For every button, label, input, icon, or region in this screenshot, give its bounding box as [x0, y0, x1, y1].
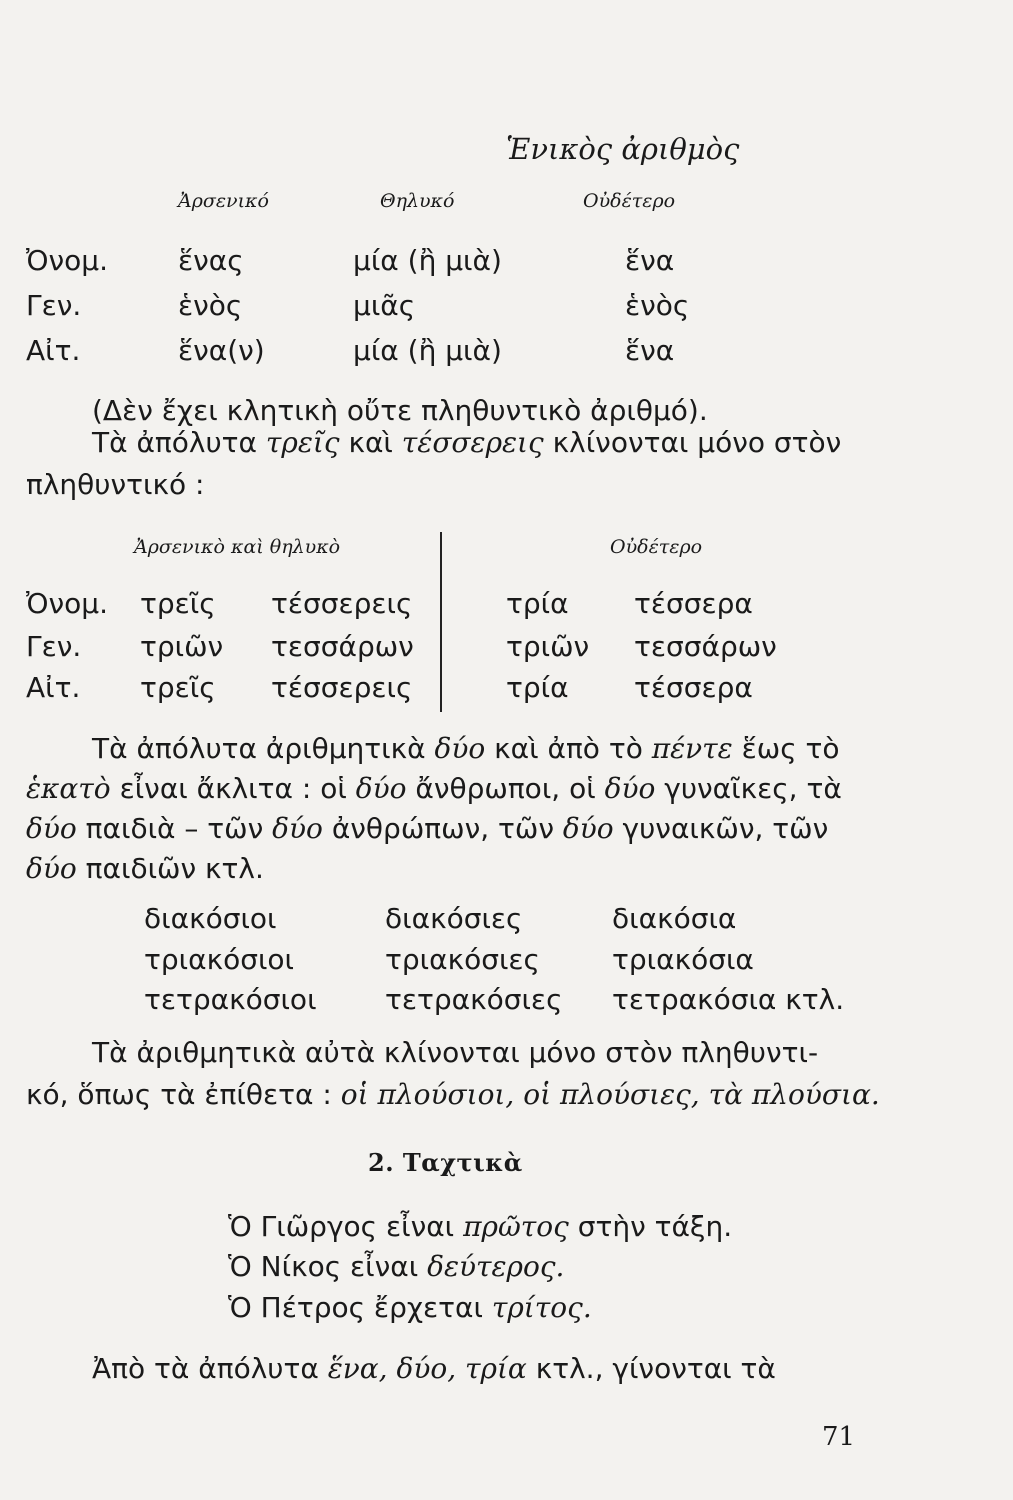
- table1-case: Γεν.: [26, 289, 82, 322]
- hundreds-cell: διακόσιες: [385, 902, 523, 935]
- table2-case: Αἰτ.: [26, 671, 81, 704]
- text: Ὁ Γιῶργος εἶναι: [228, 1210, 455, 1243]
- table2-cell: τεσσάρων: [271, 630, 414, 663]
- italic-word: τέσσερεις: [401, 426, 544, 459]
- text: Ἀπὸ τὰ ἀπόλυτα: [92, 1352, 319, 1385]
- italic-word: δεύτερος.: [427, 1250, 565, 1283]
- hundreds-cell: διακόσια: [612, 902, 737, 935]
- text: εἶναι ἄκλιτα : οἱ: [119, 772, 347, 805]
- singular-title: Ἑνικὸς ἀριθμὸς: [506, 132, 740, 166]
- table2-header-left: Ἀρσενικὸ καὶ θηλυκὸ: [134, 536, 341, 558]
- table2-divider: [440, 532, 442, 712]
- example-3: [228, 1291, 592, 1324]
- italic-word: δύο: [434, 732, 486, 765]
- italic-word: δύο: [26, 852, 77, 885]
- para2-line1: [92, 732, 840, 765]
- para1-line2: πληθυντικό :: [26, 468, 205, 501]
- table2-cell: τέσσερα: [634, 671, 753, 704]
- table1-header-masc: Ἀρσενικό: [178, 190, 269, 212]
- hundreds-cell: διακόσιοι: [144, 902, 277, 935]
- hundreds-cell: τετρακόσια κτλ.: [612, 983, 845, 1016]
- table2-cell: τέσσερεις: [271, 671, 413, 704]
- hundreds-cell: τριακόσια: [612, 943, 754, 976]
- table1-case: Ὀνομ.: [26, 244, 109, 277]
- table1-cell: ἑνὸς: [625, 289, 690, 322]
- italic-word: τρεῖς: [265, 426, 340, 459]
- text: Τὰ ἀπόλυτα ἀριθμητικὰ: [92, 732, 426, 765]
- table1-cell: ἕνα: [625, 334, 675, 367]
- text: Τὰ ἀπόλυτα: [92, 426, 257, 459]
- table1-cell: ἕνα: [625, 244, 675, 277]
- text: κό, ὅπως τὰ ἐπίθετα :: [26, 1078, 332, 1111]
- text: στὴν τάξη.: [577, 1210, 733, 1243]
- table2-case: Γεν.: [26, 630, 82, 663]
- text: Ὁ Πέτρος ἔρχεται: [228, 1291, 483, 1324]
- hundreds-cell: τετρακόσιοι: [144, 983, 317, 1016]
- hundreds-cell: τετρακόσιες: [385, 983, 563, 1016]
- section-heading: 2. Ταχτικὰ: [368, 1148, 523, 1177]
- table2-cell: τριῶν: [140, 630, 224, 663]
- text: ἄνθρωποι, οἱ: [415, 772, 596, 805]
- table1-header-fem: Θηλυκό: [380, 190, 455, 212]
- text: ἕως τὸ: [741, 732, 840, 765]
- table1-cell: μία (ἢ μιὰ): [353, 244, 502, 277]
- hundreds-cell: τριακόσιοι: [144, 943, 295, 976]
- last-line: [92, 1352, 776, 1385]
- text: γυναικῶν, τῶν: [622, 812, 829, 845]
- para2-line3: [26, 812, 828, 845]
- text: κλίνονται μόνο στὸν: [552, 426, 842, 459]
- italic-word: ἑκατὸ: [26, 772, 111, 805]
- italic-word: δύο: [562, 812, 614, 845]
- text: καὶ: [348, 426, 393, 459]
- page-number: 71: [822, 1422, 856, 1452]
- italic-word: δύο: [604, 772, 656, 805]
- table1-cell: ἕνα(ν): [178, 334, 265, 367]
- example-1: [228, 1210, 732, 1243]
- hundreds-cell: τριακόσιες: [385, 943, 540, 976]
- para1-line1: [92, 426, 841, 459]
- table1-cell: μία (ἢ μιὰ): [353, 334, 502, 367]
- table1-case: Αἰτ.: [26, 334, 81, 367]
- table2-cell: τεσσάρων: [634, 630, 777, 663]
- text: κτλ., γίνονται τὰ: [535, 1352, 776, 1385]
- text: παιδιὰ – τῶν: [85, 812, 264, 845]
- para2-line2: [26, 772, 842, 805]
- italic-word: δύο: [272, 812, 323, 845]
- text: καὶ ἀπὸ τὸ: [494, 732, 643, 765]
- table2-cell: τέσσερεις: [271, 587, 413, 620]
- italic-word: τρίτος.: [491, 1291, 592, 1324]
- table2-cell: τρεῖς: [140, 671, 216, 704]
- italic-word: δύο: [355, 772, 407, 805]
- table2-cell: τρία: [506, 671, 569, 704]
- example-2: [228, 1250, 564, 1283]
- text: παιδιῶν κτλ.: [85, 852, 264, 885]
- para2-line4: [26, 852, 264, 885]
- italic-word: δύο: [26, 812, 77, 845]
- table2-header-right: Οὐδέτερο: [610, 536, 703, 558]
- table1-cell: μιᾶς: [353, 289, 416, 322]
- text: γυναῖκες, τὰ: [664, 772, 842, 805]
- para3-line2: [26, 1078, 880, 1111]
- italic-word: οἱ πλούσιοι, οἱ πλούσιες, τὰ πλούσια.: [340, 1078, 880, 1111]
- italic-word: πρῶτος: [463, 1210, 569, 1243]
- text: Ὁ Νίκος εἶναι: [228, 1250, 419, 1283]
- table2-cell: τρεῖς: [140, 587, 216, 620]
- text: ἀνθρώπων, τῶν: [331, 812, 554, 845]
- italic-word: ἕνα, δύο, τρία: [327, 1352, 527, 1385]
- note-no-vocative: (Δὲν ἔχει κλητικὴ οὔτε πληθυντικὸ ἀριθμό).: [92, 394, 708, 427]
- table2-cell: τρία: [506, 587, 569, 620]
- table2-case: Ὀνομ.: [26, 587, 109, 620]
- table2-cell: τριῶν: [506, 630, 590, 663]
- table1-cell: ἕνας: [178, 244, 244, 277]
- italic-word: πέντε: [651, 732, 733, 765]
- table1-header-neut: Οὐδέτερο: [583, 190, 676, 212]
- table2-cell: τέσσερα: [634, 587, 753, 620]
- para3-line1: Τὰ ἀριθμητικὰ αὐτὰ κλίνονται μόνο στὸν πληθυντι-: [92, 1036, 819, 1069]
- table1-cell: ἑνὸς: [178, 289, 243, 322]
